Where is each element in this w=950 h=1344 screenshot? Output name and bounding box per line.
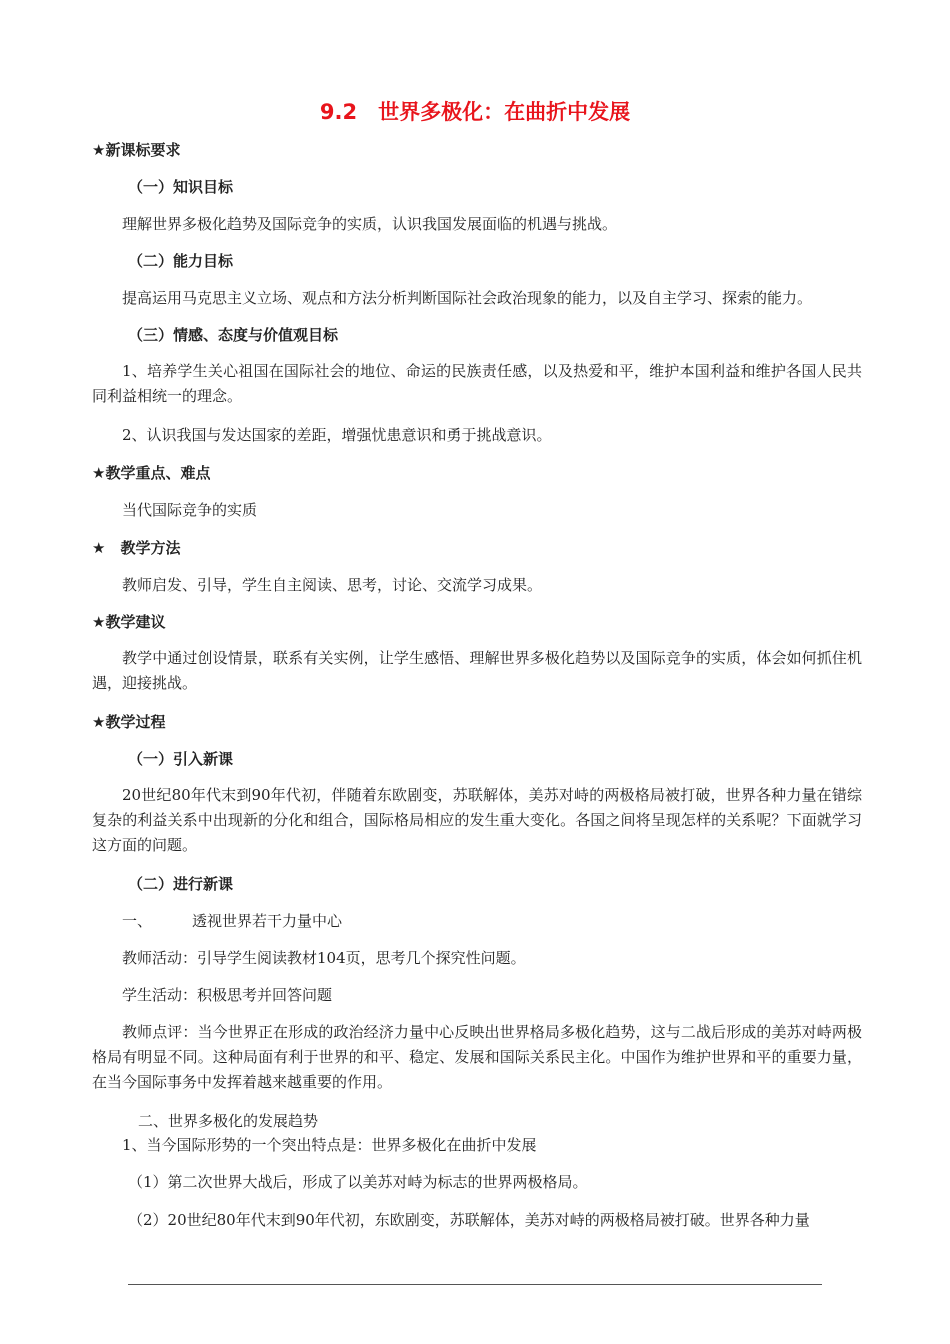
- teaching-suggestions-text: 教学中通过创设情景，联系有关实例，让学生感悟、理解世界多极化趋势以及国际竞争的实质，体会如何抓住机遇，迎接挑战。: [92, 649, 862, 692]
- values-goal-2: 2、认识我国与发达国家的差距，增强忧患意识和勇于挑战意识。: [122, 426, 552, 444]
- subheading-introduction: （一）引入新课: [128, 750, 234, 768]
- subheading-values-goals: （三）情感、态度与价值观目标: [128, 326, 339, 344]
- page-title: 9.2 世界多极化：在曲折中发展: [319, 100, 631, 124]
- section-heading-teaching-suggestions: ★教学建议: [92, 613, 166, 631]
- teacher-activity: 教师活动：引导学生阅读教材104页，思考几个探究性问题。: [122, 949, 526, 967]
- teaching-methods-text: 教师启发、引导，学生自主阅读、思考，讨论、交流学习成果。: [122, 576, 543, 594]
- subheading-new-lesson: （二）进行新课: [128, 875, 234, 893]
- student-activity: 学生活动：积极思考并回答问题: [122, 986, 333, 1004]
- point-one-item-two: （2）20世纪80年代末到90年代初，东欧剧变，苏联解体，美苏对峙的两极格局被打破。世界各种力量: [128, 1211, 810, 1229]
- subheading-ability-goals: （二）能力目标: [128, 252, 234, 270]
- point-one: 1、当今国际形势的一个突出特点是：世界多极化在曲折中发展: [122, 1136, 537, 1154]
- section-heading-teaching-methods: ★ 教学方法: [92, 539, 181, 557]
- section-heading-teaching-process: ★教学过程: [92, 713, 166, 731]
- point-one-item-one: （1）第二次世界大战后，形成了以美苏对峙为标志的世界两极格局。: [128, 1173, 588, 1191]
- introduction-text: 20世纪80年代末到90年代初，伴随着东欧剧变，苏联解体，美苏对峙的两极格局被打破，世界各种力量在错综复杂的利益关系中出现新的分化和组合，国际格局相应的发生重大变化。各国之间将呈现怎样的关系呢？下面就学习这方面的问题。: [92, 786, 862, 854]
- teacher-comment: 教师点评：当今世界正在形成的政治经济力量中心反映出世界格局多极化趋势，这与二战后形成的美苏对峙两极格局有明显不同。这种局面有利于世界的和平、稳定、发展和国际关系民主化。中国作为维护世界和平的重要力量，在当今国际事务中发挥着越来越重要的作用。: [92, 1023, 862, 1091]
- section-heading-curriculum: ★新课标要求: [92, 141, 181, 159]
- part-two-title: 二、世界多极化的发展趋势: [138, 1112, 319, 1130]
- key-points-text: 当代国际竞争的实质: [122, 501, 258, 519]
- subheading-knowledge-goals: （一）知识目标: [128, 178, 234, 196]
- values-goal-1: 1、培养学生关心祖国在国际社会的地位、命运的民族责任感，以及热爱和平，维护本国利益和维护各国人民共同利益相统一的理念。: [92, 362, 862, 405]
- footer-divider: [128, 1284, 822, 1285]
- part-one-title: 透视世界若干力量中心: [192, 912, 343, 930]
- ability-goals-text: 提高运用马克思主义立场、观点和方法分析判断国际社会政治现象的能力，以及自主学习、探索的能力。: [122, 289, 813, 307]
- section-heading-key-points: ★教学重点、难点: [92, 464, 211, 482]
- part-one-number: 一、: [122, 912, 153, 930]
- knowledge-goals-text: 理解世界多极化趋势及国际竞争的实质，认识我国发展面临的机遇与挑战。: [122, 215, 618, 233]
